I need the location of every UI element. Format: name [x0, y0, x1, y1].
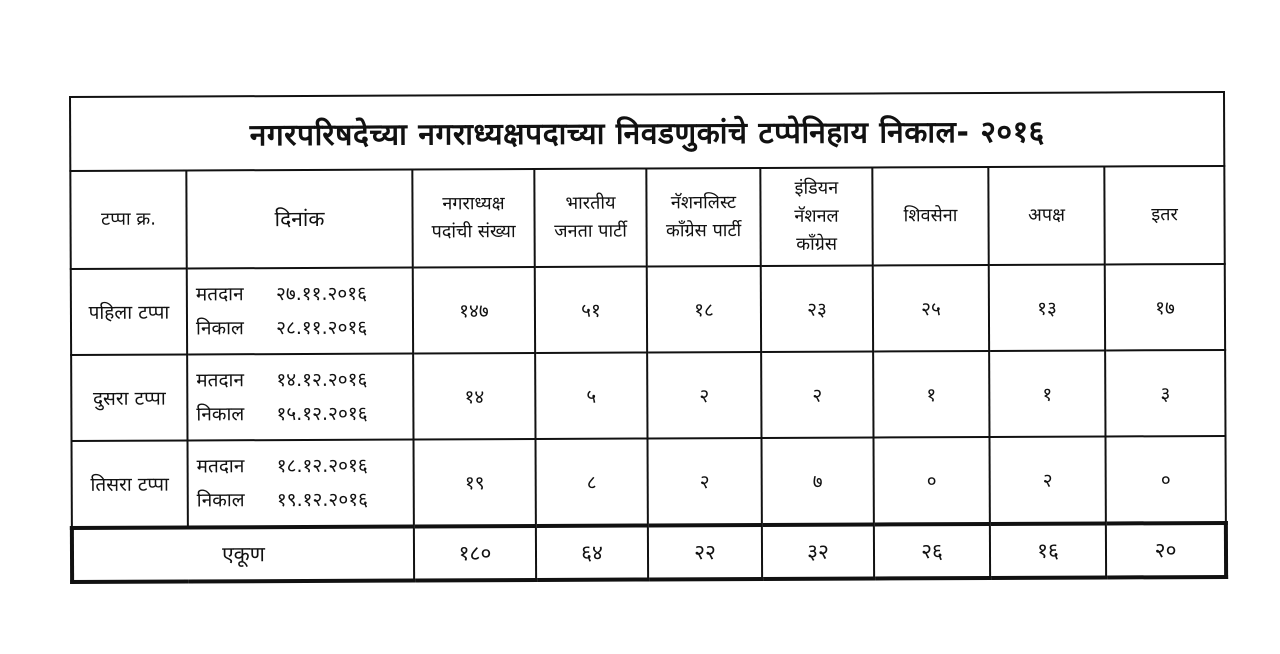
- total-inc: ३२: [762, 524, 874, 578]
- cell-independent: १: [989, 350, 1105, 437]
- total-ncp: २२: [648, 525, 762, 579]
- cell-independent: १३: [989, 264, 1105, 351]
- poll-label: मतदान: [196, 455, 245, 478]
- result-date-line: [197, 482, 413, 517]
- header-independent: अपक्ष: [988, 166, 1104, 265]
- cell-total-posts: १४७: [413, 267, 535, 354]
- table-title: नगरपरिषदेच्या नगराध्यक्षपदाच्या निवडणुकांचे टप्पेनिहाय निकाल- २०१६: [70, 92, 1224, 171]
- result-label: निकाल: [196, 489, 245, 512]
- header-row: [70, 166, 1225, 269]
- cell-bjp: ५: [535, 352, 647, 438]
- total-independent: १६: [990, 523, 1106, 578]
- phase-label: दुसरा टप्पा: [71, 354, 187, 441]
- total-label: एकूण: [72, 526, 414, 581]
- header-bjp: [534, 168, 646, 266]
- date-cell: [187, 267, 413, 354]
- cell-bjp: ८: [536, 438, 648, 525]
- header-others: इतर: [1104, 166, 1225, 265]
- result-date: २८.११.२०१६: [276, 316, 368, 340]
- header-inc-line-3: काँग्रेस: [796, 233, 838, 255]
- total-others: २०: [1106, 523, 1226, 578]
- header-inc-line-1: इंडियन: [794, 177, 839, 199]
- cell-total-posts: १९: [414, 439, 536, 527]
- poll-date-line: [197, 449, 413, 484]
- cell-inc: २: [761, 351, 873, 437]
- header-ncp: [646, 168, 760, 266]
- cell-inc: २३: [761, 265, 873, 351]
- header-inc-line-2: नॅशनल: [794, 205, 839, 227]
- header-shivsena: शिवसेना: [872, 167, 988, 266]
- cell-others: ०: [1105, 436, 1226, 524]
- cell-independent: २: [989, 436, 1105, 524]
- total-row: [72, 523, 1226, 582]
- total-bjp: ६४: [536, 525, 648, 579]
- table-row: [72, 436, 1226, 528]
- result-label: निकाल: [196, 403, 245, 426]
- cell-others: ३: [1105, 350, 1225, 437]
- header-ncp-line-1: नॅशनलिस्ट: [670, 192, 737, 214]
- poll-date-line: [196, 363, 412, 398]
- header-total-posts-line-1: नगराध्यक्ष: [442, 193, 505, 215]
- cell-inc: ७: [761, 437, 873, 524]
- cell-shivsena: २५: [873, 265, 989, 352]
- header-date: दिनांक: [186, 169, 412, 268]
- cell-ncp: २: [647, 352, 761, 438]
- result-date-line: [196, 311, 412, 346]
- total-total-posts: १८०: [414, 526, 536, 581]
- poll-date: २७.११.२०१६: [275, 282, 368, 306]
- results-table: [68, 91, 1228, 584]
- phase-label: पहिला टप्पा: [71, 268, 187, 355]
- result-label: निकाल: [195, 317, 244, 340]
- poll-date: १८.१२.२०१६: [276, 454, 368, 478]
- date-cell: [188, 439, 414, 527]
- phase-label: तिसरा टप्पा: [72, 440, 188, 528]
- cell-shivsena: ०: [873, 437, 989, 525]
- poll-label: मतदान: [195, 283, 244, 306]
- total-shivsena: २६: [874, 524, 990, 579]
- table-row: [71, 350, 1225, 441]
- result-date: १५.१२.२०१६: [276, 402, 368, 426]
- header-total-posts: [412, 169, 534, 268]
- header-inc: [760, 167, 872, 265]
- header-bjp-line-2: जनता पार्टी: [554, 220, 627, 242]
- poll-label: मतदान: [196, 369, 245, 392]
- cell-ncp: १८: [647, 266, 761, 352]
- header-total-posts-line-2: पदांची संख्या: [431, 221, 516, 243]
- cell-shivsena: १: [873, 351, 989, 438]
- cell-total-posts: १४: [413, 353, 535, 440]
- header-ncp-line-2: काँग्रेस पार्टी: [665, 220, 742, 242]
- date-cell: [187, 353, 413, 440]
- table-row: [71, 264, 1225, 355]
- poll-date-line: [196, 277, 412, 312]
- header-bjp-line-1: भारतीय: [565, 192, 616, 214]
- poll-date: १४.१२.२०१६: [276, 368, 368, 392]
- results-sheet: [68, 91, 1224, 584]
- cell-others: १७: [1105, 264, 1225, 351]
- result-date: १९.१२.२०१६: [276, 488, 368, 512]
- cell-ncp: २: [647, 438, 761, 525]
- cell-bjp: ५१: [535, 266, 647, 352]
- header-phase-no: टप्पा क्र.: [70, 170, 186, 269]
- result-date-line: [196, 397, 412, 432]
